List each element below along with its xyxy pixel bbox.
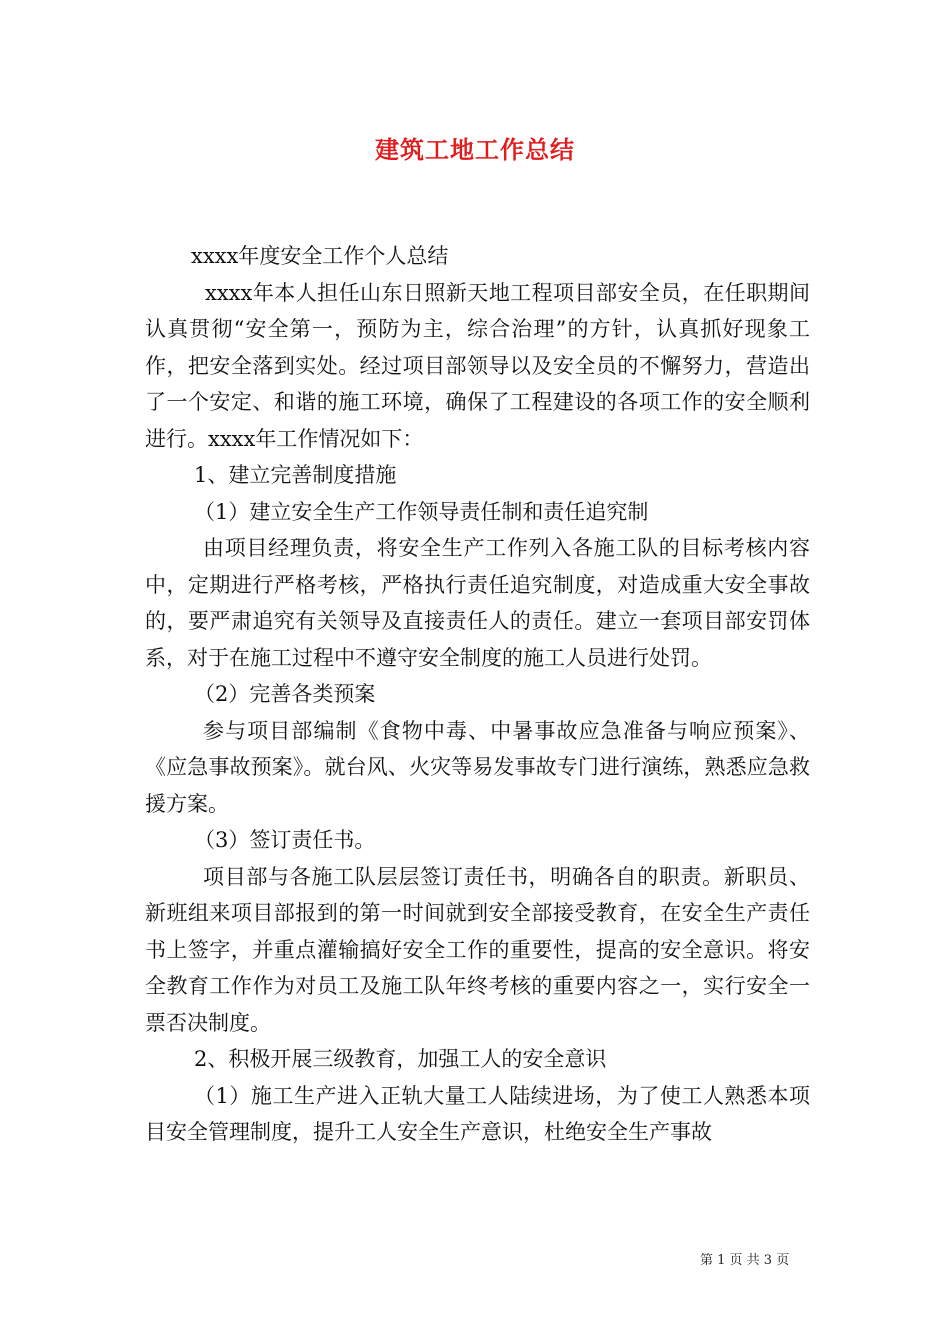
section-heading-1: 1、建立完善制度措施 — [194, 463, 397, 487]
subtitle-line: xxxx年度安全工作个人总结 — [191, 244, 449, 268]
section-heading-2: 2、积极开展三级教育，加强工人的安全意识 — [194, 1047, 607, 1071]
intro-paragraph: xxxx年本人担任山东日照新天地工程项目部安全员，在任职期间认真贯彻“安全第一，预防为主，综合治理”的方针，认真抓好现象工作，把安全落到实处。经过项目部领导以及安全员的不懈努力，营造出了一个安定、和谐的施工环境，确保了工程建设的各项工作的安全顺利进行。xxxx年工作情况如下： — [145, 280, 810, 451]
item-heading-1-3: （3）签订责任书。 — [194, 828, 376, 852]
item-heading-1-1: （1）建立安全生产工作领导责任制和责任追究制 — [194, 499, 649, 524]
document-body — [145, 238, 810, 1151]
item-paragraph-2-1: （1）施工生产进入正轨大量工人陆续进场，为了使工人熟悉本项目安全管理制度，提升工人安全生产意识，杜绝安全生产事故 — [145, 1083, 810, 1144]
page-footer: 第 1 页 共 3 页 — [700, 1253, 790, 1268]
paragraph-responsibility: 由项目经理负责，将安全生产工作列入各施工队的目标考核内容中，定期进行严格考核，严格执行责任追究制度，对造成重大安全事故的，要严肃追究有关领导及直接责任人的责任。建立一套项目部安罚体系，对于在施工过程中不遵守安全制度的施工人员进行处罚。 — [145, 536, 810, 670]
item-heading-1-2: （2）完善各类预案 — [194, 682, 376, 706]
paragraph-responsibility-letters: 项目部与各施工队层层签订责任书，明确各自的职责。新职员、新班组来项目部报到的第一时间就到安全部接受教育，在安全生产责任书上签字，并重点灌输搞好安全工作的重要性，提高的安全意识。将安全教育工作作为对员工及施工队年终考核的重要内容之一，实行安全一票否决制度。 — [145, 864, 810, 1035]
document-title: 建筑工地工作总结 — [375, 135, 575, 164]
paragraph-emergency-plans: 参与项目部编制《食物中毒、中暑事故应急准备与响应预案》、《应急事故预案》。就台风、火灾等易发事故专门进行演练，熟悉应急救援方案。 — [145, 718, 810, 816]
